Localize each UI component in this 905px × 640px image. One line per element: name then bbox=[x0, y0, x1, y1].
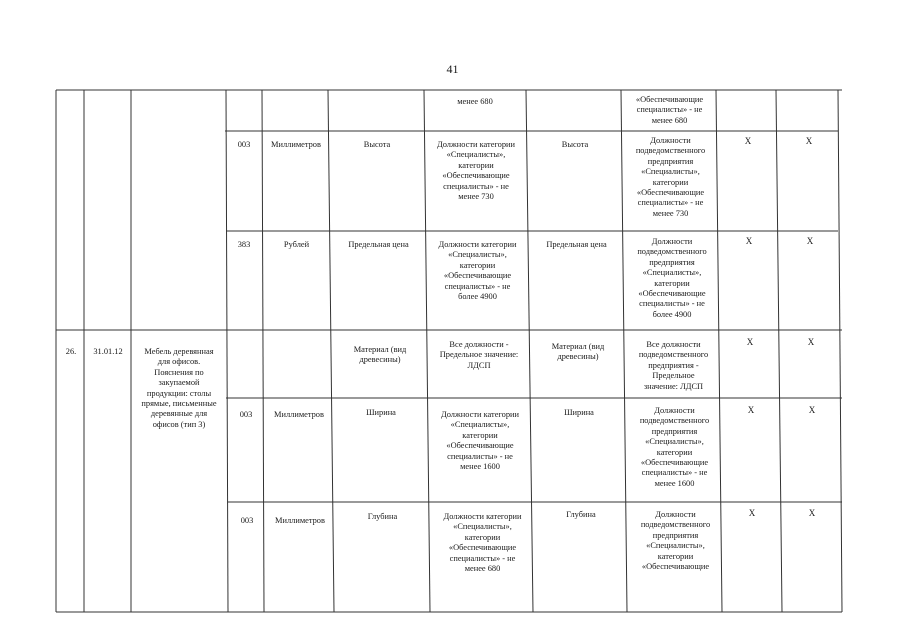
row-5-characteristic-2: Глубина bbox=[566, 510, 596, 519]
row-1-value: Должности категории «Специалисты», категории «Обеспечивающие специалисты» - не менее 730 bbox=[437, 140, 515, 202]
row-2-unit: Рублей bbox=[283, 240, 310, 249]
row-5-value-2: Должности подведомственного предприятия «Специалисты», категории «Обеспечивающие bbox=[640, 510, 711, 572]
row-4-value-2: Должности подведомственного предприятия «Специалисты», категории «Обеспечивающие специалисты» - не менее 1600 bbox=[639, 406, 710, 488]
row-3-mark-2: X bbox=[807, 337, 815, 347]
row-5-mark-2: X bbox=[808, 508, 816, 518]
row-4-characteristic-2: Ширина bbox=[564, 408, 594, 417]
item-number: 26. bbox=[65, 347, 77, 356]
row-2-code: 383 bbox=[237, 240, 251, 249]
row-4-value: Должности категории «Специалисты», категории «Обеспечивающие специалисты» - не менее 1600 bbox=[441, 410, 519, 472]
row-0-value: менее 680 bbox=[457, 97, 493, 106]
row-3-value: Все должности - Предельное значение: ЛДСП bbox=[439, 340, 519, 370]
row-1-mark-1: X bbox=[744, 136, 752, 146]
row-3-mark-1: X bbox=[746, 337, 754, 347]
row-5-unit: Миллиметров bbox=[275, 516, 325, 525]
row-3-characteristic: Материал (вид древесины) bbox=[353, 345, 407, 365]
row-5-value: Должности категории «Специалисты», категории «Обеспечивающие специалисты» - не менее 680 bbox=[443, 512, 522, 574]
row-5-mark-1: X bbox=[748, 508, 756, 518]
row-4-characteristic: Ширина bbox=[366, 408, 396, 417]
row-1-characteristic-2: Высота bbox=[561, 140, 589, 149]
item-name: Мебель деревянная для офисов. Пояснения по закупаемой продукции: столы прямые, письменные деревянные для офисов (тип 3) bbox=[141, 347, 217, 429]
row-2-mark-2: X bbox=[806, 236, 814, 246]
row-1-code: 003 bbox=[237, 140, 251, 149]
row-5-code: 003 bbox=[240, 516, 254, 525]
row-1-value-2: Должности подведомственного предприятия «Специалисты», категории «Обеспечивающие специалисты» - не менее 730 bbox=[635, 136, 706, 218]
row-5-characteristic: Глубина bbox=[367, 512, 398, 521]
row-2-characteristic-2: Предельная цена bbox=[546, 240, 607, 249]
row-4-code: 003 bbox=[239, 410, 253, 419]
row-4-mark-2: X bbox=[808, 405, 816, 415]
row-1-unit: Миллиметров bbox=[271, 140, 321, 149]
row-1-mark-2: X bbox=[805, 136, 813, 146]
row-3-characteristic-2: Материал (вид древесины) bbox=[551, 342, 605, 362]
row-0-value-2: «Обеспечивающие специалисты» - не менее 680 bbox=[635, 95, 704, 125]
row-2-mark-1: X bbox=[745, 236, 753, 246]
row-4-mark-1: X bbox=[747, 405, 755, 415]
row-2-characteristic: Предельная цена bbox=[348, 240, 409, 249]
row-3-value-2: Все должности подведомственного предприятия - Предельное значение: ЛДСП bbox=[638, 340, 709, 391]
row-2-value-2: Должности подведомственного предприятия «Специалисты», категории «Обеспечивающие специалисты» - не более 4900 bbox=[637, 237, 707, 319]
page-number: 41 bbox=[446, 62, 459, 76]
row-2-value: Должности категории «Специалисты», категории «Обеспечивающие специалисты» - не более 4900 bbox=[438, 240, 517, 302]
row-4-unit: Миллиметров bbox=[274, 410, 324, 419]
row-1-characteristic: Высота bbox=[363, 140, 391, 149]
okpd-code: 31.01.12 bbox=[93, 347, 123, 356]
